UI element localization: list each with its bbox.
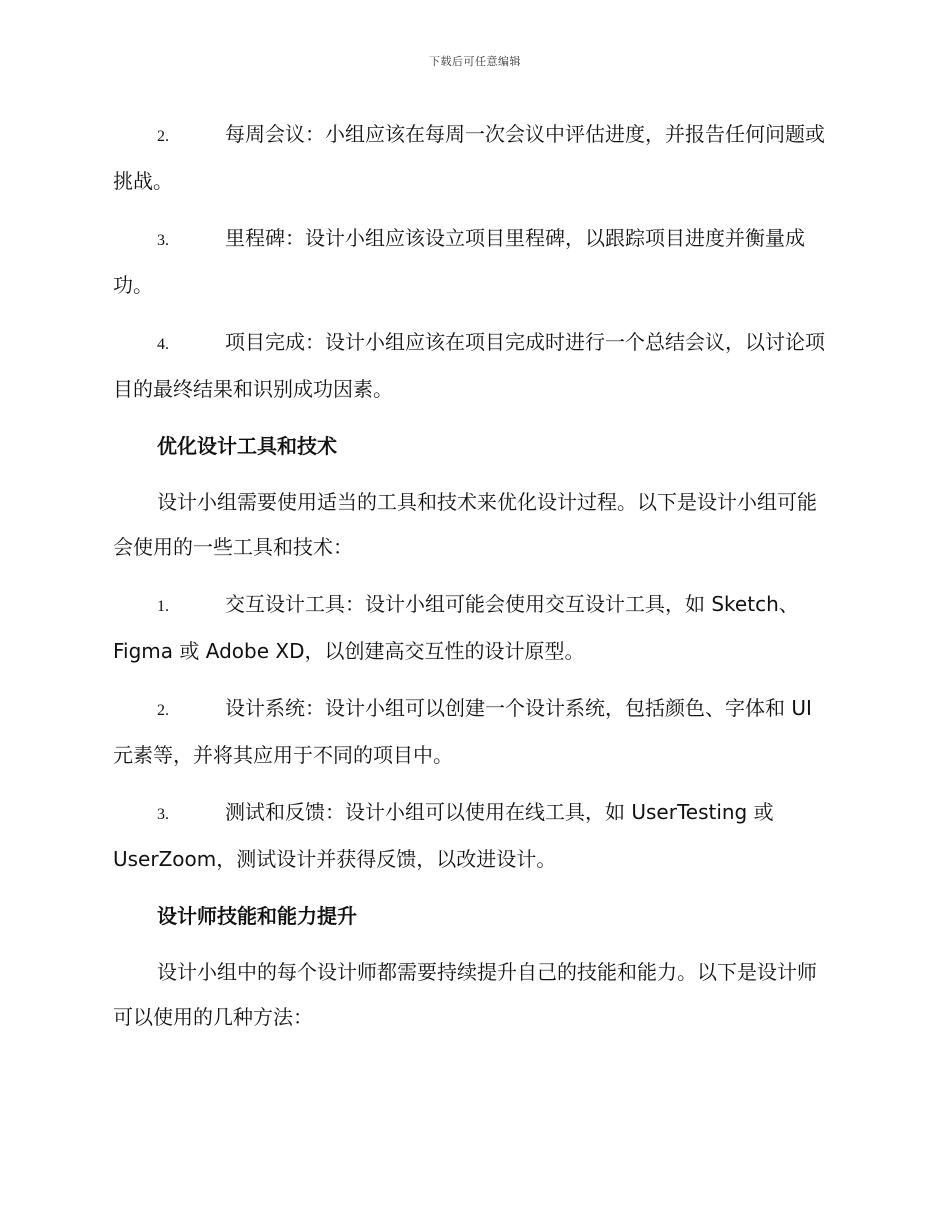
document-body [113,112,835,1052]
list-item [113,320,835,412]
list-number: 3. [157,232,169,249]
section-heading-tools: 优化设计工具和技术 [157,434,337,458]
list-item [113,790,835,882]
list-number: 3. [157,806,169,823]
list-item [113,582,835,674]
list-number: 2. [157,128,169,145]
list-number: 4. [157,336,169,353]
paragraph-skills: 设计小组中的每个设计师都需要持续提升自己的技能和能力。以下是设计师可以使用的几种方法： [113,960,817,1029]
list-item [113,112,835,204]
list-item [113,686,835,778]
list-text: 里程碑：设计小组应该设立项目里程碑，以跟踪项目进度并衡量成功。 [113,226,805,297]
list-text: 交互设计工具：设计小组可能会使用交互设计工具，如 Sketch、Figma 或 Adobe XD，以创建高交互性的设计原型。 [113,592,799,663]
list-text: 项目完成：设计小组应该在项目完成时进行一个总结会议，以讨论项目的最终结果和识别成功因素。 [113,330,825,401]
list-number: 2. [157,702,169,719]
list-text: 测试和反馈：设计小组可以使用在线工具，如 UserTesting 或 UserZoom，测试设计并获得反馈，以改进设计。 [113,800,774,871]
section-heading-skills: 设计师技能和能力提升 [157,904,357,928]
page-header-note: 下载后可任意编辑 [429,55,521,68]
paragraph-tools: 设计小组需要使用适当的工具和技术来优化设计过程。以下是设计小组可能会使用的一些工具和技术： [113,490,817,559]
list-number: 1. [157,598,169,615]
list-text: 每周会议：小组应该在每周一次会议中评估进度，并报告任何问题或挑战。 [113,122,825,193]
list-text: 设计系统：设计小组可以创建一个设计系统，包括颜色、字体和 UI 元素等，并将其应用于不同的项目中。 [113,696,812,767]
list-item [113,216,835,308]
